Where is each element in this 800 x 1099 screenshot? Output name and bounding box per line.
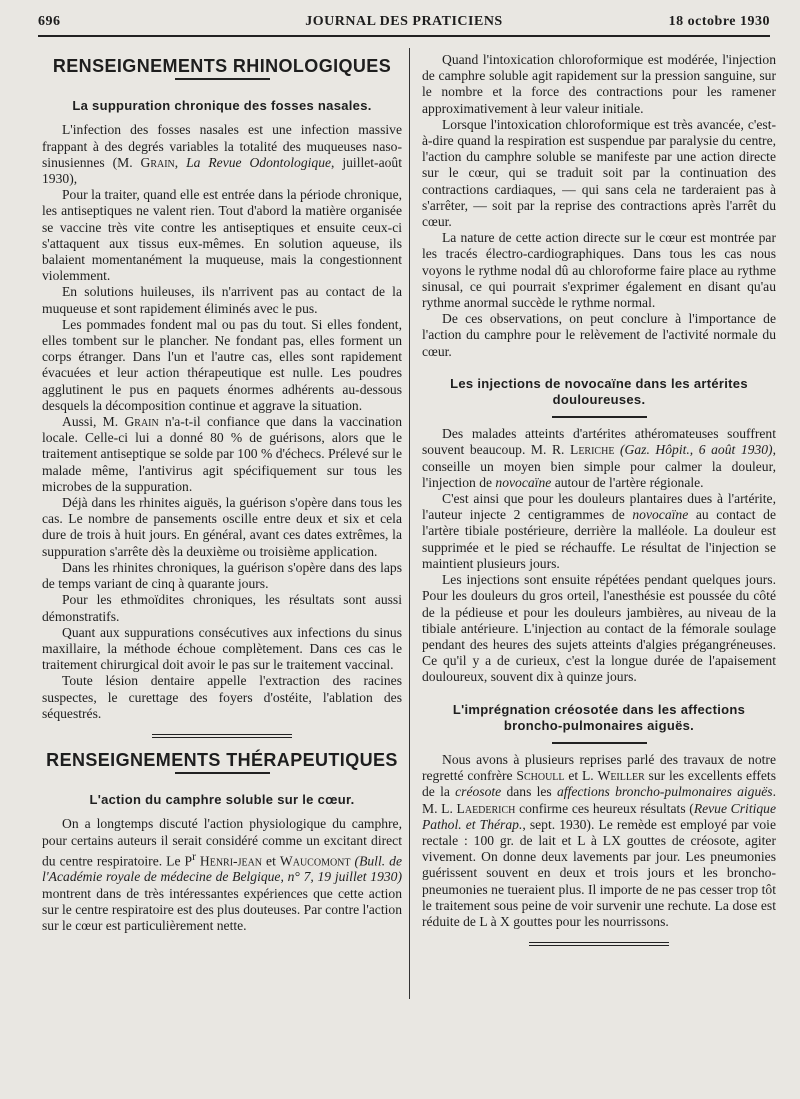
left-column xyxy=(42,58,402,934)
section-title-therapeutiques: RENSEIGNEMENTS THÉRAPEUTIQUES xyxy=(46,749,398,770)
author-name: Laederich xyxy=(456,800,516,816)
right-column xyxy=(422,52,776,960)
paragraph: Pour la traiter, quand elle est entrée dans la période chronique, les antiseptiques ne valent rien. Tout d'abord la matière organisée se vaccine très vite contre les antiseptiques et ensuite ceux-ci s'attaquent aux tissus eux-mêmes. En solution aqueuse, ils balaient momentanément la muqueuse, mais la congestionnent violemment. xyxy=(42,187,402,284)
paragraph: La nature de cette action directe sur le cœur est montrée par les tracés électro-cardiographiques. Dans tous les cas nous voyons le rythme nodal dû au chloroforme faire place au rythme sinusal, ce qui pourrait s'exprimer également en disant qu'au rythme anormal succède le rythme normal. xyxy=(422,230,776,311)
issue-date: 18 octobre 1930 xyxy=(668,14,770,29)
author-name: Schoull xyxy=(516,768,565,784)
author-name: Henri-jean xyxy=(199,853,263,869)
paragraph: Les injections sont ensuite répétées pendant quelques jours. Pour les douleurs du gros orteil, l'anesthésie est poussée du côté de la pédieuse et pour les douleurs jambières, au niveau de la tibiale antérieure. L'injection au contact de la fémorale soulage pendant des heures des sujets atteints d'algies prégangréneuses. Ce qu'il y a de curieux, c'est la longue durée de l'apaisement douloureux, souvent dix à quinze jours. xyxy=(422,572,776,685)
author-name: Leriche xyxy=(570,442,615,458)
paragraph: En solutions huileuses, ils n'arrivent pas au contact de la muqueuse et sont rapidement éliminés avec le pus. xyxy=(42,284,402,316)
paragraph: Des malades atteints d'artérites athéromateuses souffrent souvent beaucoup. M. R. Leriche (Gaz. Hôpit., 6 août 1930), conseille un moyen bien simple pour calmer la douleur, l'injection de novocaïne autour de l'artère régionale. xyxy=(422,426,776,490)
paragraph: De ces observations, on peut conclure à l'importance de l'action du camphre pour le relèvement de l'activité normale du cœur. xyxy=(422,311,776,359)
paragraph: Aussi, M. Grain n'a-t-il confiance que dans la vaccination locale. Celle-ci lui a donné 80 % de guérisons, alors que le traitement antiseptique se solde par 100 % d'échecs. Prélevé sur le malade même, l'antivirus agit spécifiquement sur tous les microbes de la suppuration. xyxy=(42,414,402,494)
paragraph: Pour les ethmoïdites chroniques, les résultats sont aussi démonstratifs. xyxy=(42,592,402,624)
author-name: Waucomont xyxy=(279,853,351,869)
paragraph: On a longtemps discuté l'action physiologique du camphre, pour certains auteurs il serait considéré comme un excitant direct du centre respiratoire. Le $P^r$ Henri-jean et Waucomont (Bull. de l'Académie royale de médecine de Belgique, n° 7, 19 juillet 1930) montrent dans de très intéressantes expériences que cette action sur le centre respiratoire est des plus douteuses. Par contre l'action sur le cœur est particulièrement nette. xyxy=(42,816,402,934)
section-title-rhinologiques: RENSEIGNEMENTS RHINOLOGIQUES xyxy=(52,56,392,76)
article-title-camphre: L'action du camphre soluble sur le cœur. xyxy=(89,792,355,808)
article-title-novocaine: Les injections de novocaïne dans les artérites douloureuses. xyxy=(450,375,748,408)
author-name: Weiller xyxy=(597,768,645,784)
section-rule xyxy=(175,772,270,774)
article-rule xyxy=(552,416,647,418)
paragraph: Toute lésion dentaire appelle l'extraction des racines suspectes, le curettage des foyers d'ostéite, l'ablation des séquestrés. xyxy=(42,673,402,721)
journal-reference: La Revue Odontologique xyxy=(186,154,332,170)
paragraph: Quand l'intoxication chloroformique est modérée, l'injection de camphre soluble agit rapidement sur la pression sanguine, sur le nombre et la force des contractions pour les ramener approximativement à leur valeur initiale. xyxy=(422,52,776,116)
paragraph: L'infection des fosses nasales est une infection massive frappant à des degrés variables la totalité des muqueuses naso-sinusiennes (M. Grain, La Revue Odontologique, juillet-août 1930), xyxy=(42,122,402,187)
author-name: Grain xyxy=(124,414,159,430)
journal-reference: Revue Critique Pathol. et Thérap. xyxy=(422,800,777,832)
article-title-suppuration: La suppuration chronique des fosses nasales. xyxy=(72,98,372,114)
paragraph: Lorsque l'intoxication chloroformique est très avancée, c'est-à-dire quand la respiration est suspendue par paralysie du centre, l'action du camphre soluble se manifeste par une action directe sur le cœur, qui se traduit soit par la continuation des contractions cardiaques, — qui sans cela ne tarderaient pas à s'arrêter, — soit par la reprise des contractions après l'arrêt du cœur. xyxy=(422,116,776,230)
page-number: 696 xyxy=(38,14,61,29)
paragraph: Nous avons à plusieurs reprises parlé des travaux de notre regretté confrère Schoull et L. Weiller sur les excellents effets de la créosote dans les affections broncho-pulmonaires aiguës. M. L. Laederich confirme ces heureux résultats (Revue Critique Pathol. et Thérap., sept. 1930). Le remède est employé par voie rectale : 100 gr. de lait et L à LX gouttes de créosote, agiter vivement. On donne deux lavements par jour. Les pneumonies guérissent souvent en deux et trois jours et les broncho-pneumonies ne tueraient plus. Il importe de ne pas cesser trop tôt le traitement sous peine de voir survenir une rechute. La dose est réduite de L à X gouttes pour les nourrissons. xyxy=(422,751,777,929)
journal-title: JOURNAL DES PRATICIENS xyxy=(305,14,503,29)
article-rule xyxy=(552,742,647,744)
paragraph: C'est ainsi que pour les douleurs plantaires dues à l'artérite, l'auteur injecte 2 centigrammes de novocaïne au contact de l'artère tibiale postérieure, derrière la malléole. La douleur est supprimée et le pied se réchauffe. Le résultat de l'injection se maintient plusieurs jours. xyxy=(422,491,776,571)
paragraph: Dans les rhinites chroniques, la guérison s'opère dans des laps de temps variant de cinq à quarante jours. xyxy=(42,559,402,592)
author-name: Grain xyxy=(140,154,175,170)
journal-reference: (Gaz. Hôpit., 6 août 1930) xyxy=(620,442,773,458)
column-divider xyxy=(409,48,410,999)
paragraph: Quant aux suppurations consécutives aux infections du sinus maxillaire, la méthode échoue complètement. Dans ces cas le traitement chirurgical doit avoir le pas sur le traitement vaccinal. xyxy=(42,624,402,673)
paragraph: Déjà dans les rhinites aiguës, la guérison s'opère dans tous les cas. Le nombre de pansements oscille entre deux et six et cela dure de trois à huit jours. En général, avant ces dates extrêmes, la suppuration s'arrête dès la deuxième ou troisième application. xyxy=(42,495,402,559)
article-title-creosote: L'imprégnation créosotée dans les affections broncho-pulmonaires aiguës. xyxy=(452,701,746,733)
paragraph: Les pommades fondent mal ou pas du tout. Si elles fondent, elles tombent sur le plancher. Ne fondant pas, elles forment un corps étranger. Dans l'un et l'autre cas, elles sont rapidement évacuées et leur action thérapeutique est nulle. Les poudres agglutinent le pus en paquets énormes adhérents au-dessous desquels la décomposition continue et aggrave la situation. xyxy=(42,316,402,413)
journal-reference: (Bull. de l'Académie royale de médecine de Belgique, n° 7, 19 juillet 1930) xyxy=(42,853,402,885)
end-separator xyxy=(529,942,669,946)
header-rule xyxy=(38,35,770,37)
section-separator xyxy=(152,734,292,738)
section-rule xyxy=(175,78,270,80)
